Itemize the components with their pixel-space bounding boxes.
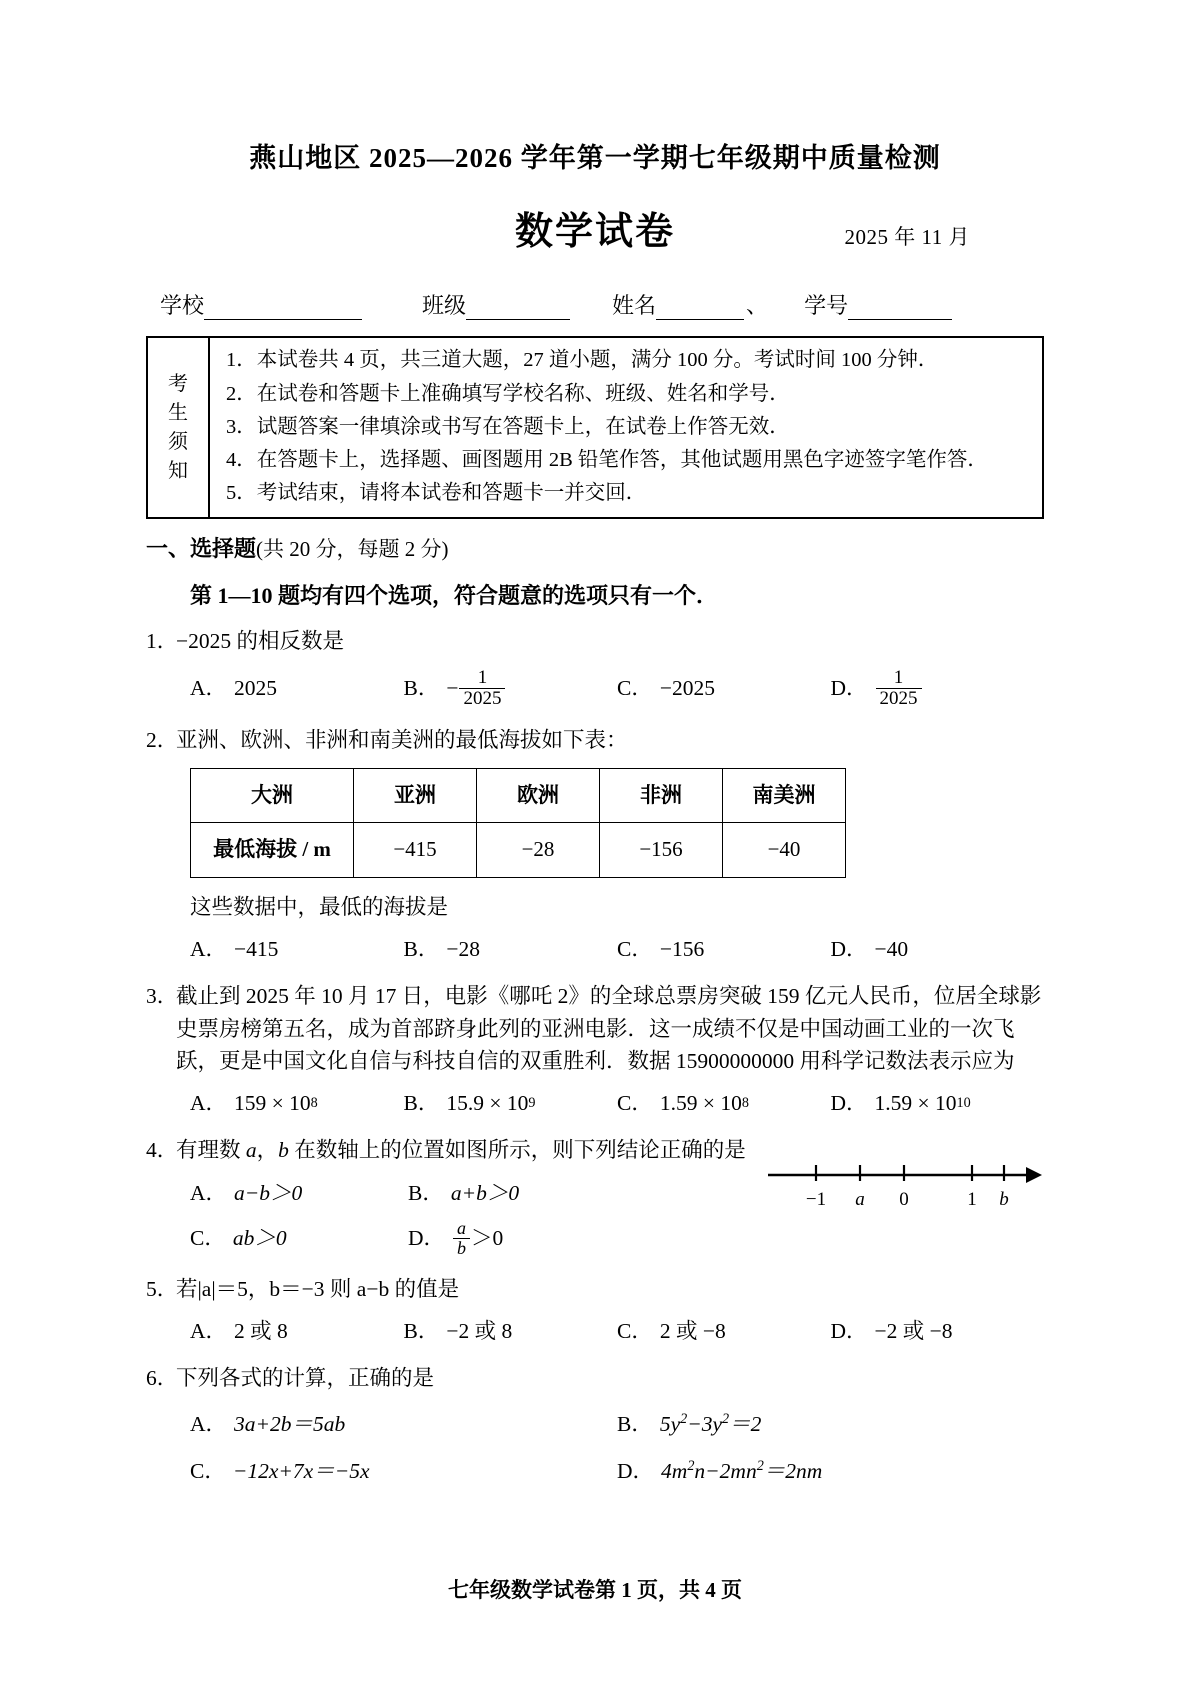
option-b-label: B． [403,1091,440,1116]
option-d[interactable] [408,1219,626,1258]
option-d-fraction [876,668,922,709]
tick-label-minus1: −1 [805,1188,827,1210]
option-a-label: A． [190,1180,228,1205]
question-6-number: 6． [146,1366,179,1391]
option-a[interactable] [190,1315,404,1347]
option-c-value: ab＞0 [232,1226,287,1251]
option-b[interactable] [404,668,618,709]
elevation-table [190,768,846,878]
arrow-head [1026,1167,1042,1183]
option-d[interactable] [617,1455,1044,1487]
option-b-label: B． [408,1180,444,1205]
option-d[interactable] [831,668,1045,709]
option-d[interactable] [831,1087,1045,1119]
question-1-stem [146,625,1044,657]
question-1-options [146,668,1044,709]
option-c-value: −156 [659,937,705,962]
option-a-value: −415 [234,937,279,962]
option-c[interactable] [190,1455,617,1487]
exam-notice-box [146,336,1044,519]
option-d-label: D． [830,675,868,700]
option-b[interactable] [404,933,618,965]
table-cell: 大洲 [191,768,354,823]
exponent: 2 [687,1457,695,1474]
tick-label-b: b [999,1188,1009,1210]
school-label: 学校 [160,293,205,319]
option-a-label: A． [190,937,228,962]
notice-item: 1．本试卷共 4 页，共三道大题，27 道小题，满分 100 分。考试时间 100 分钟． [226,349,939,372]
question-2-options [146,933,1044,965]
number-line-diagram [764,1153,1044,1224]
fraction-numerator: a [457,1217,467,1238]
option-a-label: A． [190,675,228,700]
notice-label-char: 知 [168,459,188,482]
option-c-label: C． [617,675,653,700]
exponent: 2 [680,1411,688,1428]
question-3-number: 3． [146,984,179,1009]
option-b[interactable] [617,1408,1044,1440]
notice-item: 4．在答题卡上，选择题、画图题用 2B 铅笔作答，其他试题用黑色字迹签字笔作答． [226,449,988,471]
class-field[interactable] [422,289,570,320]
option-b-fraction [459,668,505,709]
option-a-value: 3a+2b＝5ab [234,1412,346,1437]
section-heading-light: (共 20 分，每题 2 分) [256,537,449,562]
option-d-fraction [453,1219,470,1258]
question-5-number: 5． [146,1276,179,1301]
option-c-value: −2025 [659,675,715,700]
table-cell: −415 [354,823,477,878]
name-blank[interactable] [656,300,744,320]
option-c-exponent: 8 [741,1094,749,1111]
option-b-exponent: 9 [528,1094,536,1111]
option-d-label: D． [830,1318,868,1343]
option-d[interactable] [831,933,1045,965]
option-c-label: C． [190,1226,226,1251]
option-d-label: D． [830,937,868,962]
option-a-label: A． [190,1318,228,1343]
option-a[interactable] [190,672,404,704]
option-d-value: −2 或 −8 [874,1318,953,1343]
tick-label-a: a [855,1188,865,1210]
exponent: 2 [756,1457,764,1474]
separator-mark: 、 [746,293,769,319]
question-2-stem [146,724,1044,756]
table-cell: 最低海拔 / m [191,823,354,878]
stem-part: 在数轴上的位置如图所示，则下列结论正确的是 [288,1138,746,1163]
stem-part: 有理数 [176,1138,246,1163]
option-c[interactable] [617,1315,831,1347]
fraction-denominator: 2025 [459,688,505,709]
student-id-blank[interactable] [848,300,952,320]
variable-b: b [278,1138,289,1163]
paper-name: 数学试卷 [514,211,675,254]
class-blank[interactable] [466,300,570,320]
school-blank[interactable] [204,300,362,320]
expr-part: −3y [687,1412,723,1437]
option-d-mantissa: 1.59 × 10 [874,1091,957,1116]
question-6 [146,1362,1044,1487]
name-field[interactable] [612,289,744,320]
option-d-label: D． [408,1226,446,1251]
notice-items [210,338,1042,517]
question-2-followup: 这些数据中，最低的海拔是 [190,894,449,919]
class-label: 班级 [422,293,467,319]
option-d-value: −40 [874,937,909,962]
exam-date: 2025 年 11 月 [844,225,970,250]
question-2-number: 2． [146,727,179,752]
option-b-label: B． [403,675,440,700]
student-id-field[interactable] [804,289,952,320]
expr-part: ＝2nm [763,1458,823,1483]
student-info-line [146,289,1044,320]
question-2-table-wrap [146,768,1044,878]
question-3-text: 截止到 2025 年 10 月 17 日，电影《哪吒 2》的全球总票房突破 159 亿元人民币，位居全球影史票房榜第五名，成为首部跻身此列的亚洲电影．这一成绩不仅是中国动画工业的一次飞跃，更是中国文化自信与科技自信的双重胜利．数据 15900000000 用科学记数法表示应为 [176,984,1042,1073]
table-cell: −156 [600,823,723,878]
question-4 [146,1134,1044,1257]
option-d-value [661,1455,822,1487]
option-c[interactable] [617,1087,831,1119]
option-b[interactable] [404,1087,618,1119]
page-title: 燕山地区 2025—2026 学年第一学期七年级期中质量检测 [249,143,941,173]
question-5-text: 若|a|＝5，b＝−3 则 a−b 的值是 [176,1276,460,1301]
option-b-mantissa: 15.9 × 10 [446,1091,529,1116]
question-5-options [146,1315,1044,1347]
question-6-options-row2 [146,1455,1044,1487]
option-a-mantissa: 159 × 10 [234,1091,311,1116]
notice-label-vertical [148,338,210,517]
option-c-label: C． [617,937,653,962]
question-3-stem [146,980,1044,1077]
student-id-label: 学号 [804,293,849,319]
exponent: 2 [722,1411,730,1428]
option-d-tail: ＞0 [471,1226,504,1251]
notice-item: 3．试题答案一律填涂或书写在答题卡上，在试卷上作答无效． [226,415,790,438]
section-heading-bold: 一、选择题 [146,536,257,562]
notice-label-char: 生 [168,401,188,424]
option-c-value: −12x+7x＝−5x [232,1458,370,1483]
question-6-options-row1 [146,1408,1044,1440]
fraction-denominator: b [453,1238,470,1258]
option-a-value: 2025 [234,675,278,700]
option-a[interactable] [190,1177,408,1209]
notice-item: 2．在试卷和答题卡上准确填写学校名称、班级、姓名和学号． [226,382,790,405]
option-b-sign: − [446,675,459,700]
option-b-label: B． [617,1412,653,1437]
option-d-label: D． [830,1091,868,1116]
table-cell: 南美洲 [723,768,846,823]
table-cell: −40 [723,823,846,878]
table-cell: 亚洲 [354,768,477,823]
subtitle-row [146,200,1044,255]
option-b-value: −2 或 8 [446,1318,513,1343]
table-row [191,768,846,823]
notice-label-char: 须 [168,430,188,453]
option-a-value: 2 或 8 [234,1318,288,1343]
tick-label-1: 1 [967,1188,977,1210]
option-b-value: −28 [446,937,480,962]
table-cell: 欧洲 [477,768,600,823]
option-c-label: C． [190,1458,226,1483]
notice-label-char: 考 [168,372,188,395]
option-c-mantissa: 1.59 × 10 [659,1091,742,1116]
option-b-label: B． [403,1318,440,1343]
option-b-value: a+b＞0 [450,1180,520,1205]
expr-part: 5y [659,1412,681,1437]
option-a[interactable] [190,933,404,965]
option-c[interactable] [190,1222,408,1254]
fraction-numerator: 1 [477,666,488,688]
option-b-value [660,1408,762,1440]
question-3-options [146,1087,1044,1119]
option-a-value: a−b＞0 [234,1180,303,1205]
stem-part: ， [256,1138,279,1163]
section-heading-choice [146,532,1044,563]
option-a-label: A． [190,1412,228,1437]
question-6-stem [146,1362,1044,1394]
question-6-text: 下列各式的计算，正确的是 [176,1366,435,1391]
option-c-value: 2 或 −8 [659,1318,726,1343]
question-1 [146,625,1044,708]
question-3 [146,980,1044,1119]
option-a[interactable] [190,1408,617,1440]
number-line-svg [764,1153,1044,1215]
question-2 [146,724,1044,966]
question-4-number: 4． [146,1138,179,1163]
question-4-options-row2 [146,1219,1044,1258]
school-field[interactable] [160,289,362,320]
question-5 [146,1273,1044,1348]
fraction-denominator: 2025 [876,688,922,709]
option-d-label: D． [617,1458,655,1483]
option-c[interactable] [617,933,831,965]
section-instruction: 第 1—10 题均有四个选项，符合题意的选项只有一个． [190,583,719,609]
notice-item: 5．考试结束，请将本试卷和答题卡一并交回． [226,482,647,505]
fraction-numerator: 1 [893,666,904,688]
question-5-stem [146,1273,1044,1305]
question-1-text: −2025 的相反数是 [176,629,345,654]
tick-label-0: 0 [899,1188,909,1210]
page-footer: 七年级数学试卷第 1 页，共 4 页 [448,1578,742,1602]
variable-a: a [245,1138,257,1163]
option-a-label: A． [190,1091,228,1116]
option-b[interactable] [404,1315,618,1347]
option-c-label: C． [617,1318,653,1343]
option-c-label: C． [617,1091,653,1116]
option-b-label: B． [403,937,440,962]
option-b[interactable] [408,1177,626,1209]
expr-part: n−2mn [694,1458,757,1483]
table-cell: 非洲 [600,768,723,823]
expr-part: 4m [661,1458,688,1483]
option-d[interactable] [831,1315,1045,1347]
name-label: 姓名 [612,293,657,319]
expr-part: ＝2 [729,1412,762,1437]
option-d-exponent: 10 [956,1094,971,1111]
table-cell: −28 [477,823,600,878]
option-c[interactable] [617,672,831,704]
option-a[interactable] [190,1087,404,1119]
table-row [191,823,846,878]
option-a-exponent: 8 [310,1094,318,1111]
question-2-text: 亚洲、欧洲、非洲和南美洲的最低海拔如下表： [176,727,628,752]
question-1-number: 1． [146,629,179,654]
